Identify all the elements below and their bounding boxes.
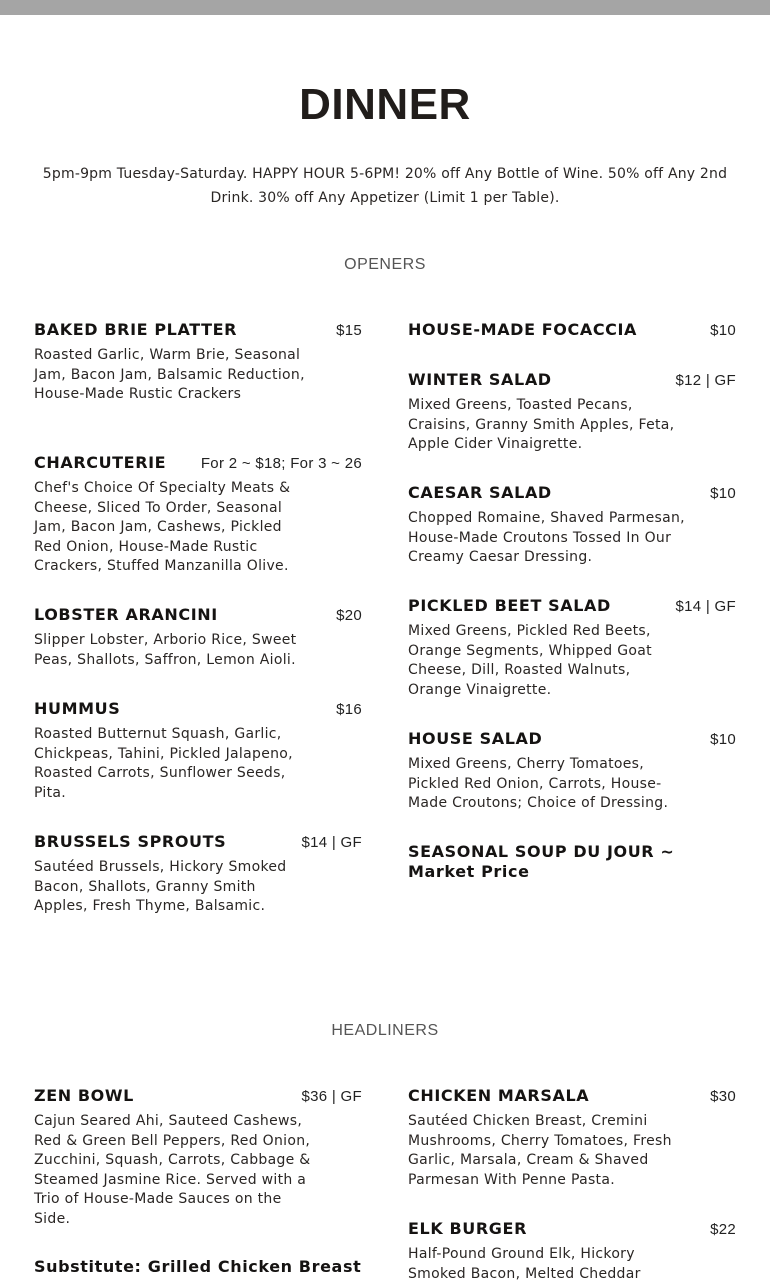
menu-item [408, 483, 736, 568]
item-description: Slipper Lobster, Arborio Rice, Sweet Peas, Shallots, Saffron, Lemon Aioli. [34, 632, 297, 668]
item-name: CAESAR SALAD [408, 483, 552, 502]
item-description: Roasted Butternut Squash, Garlic, Chickpeas, Tahini, Pickled Jalapeno, Roasted Carrots, Sunflower Seeds, Pita. [34, 726, 293, 801]
item-description: Sautéed Brussels, Hickory Smoked Bacon, Shallots, Granny Smith Apples, Fresh Thyme, Balsamic. [34, 859, 287, 914]
item-price: $10 [710, 731, 736, 748]
menu-item [408, 1219, 736, 1284]
page-title: DINNER [299, 80, 471, 129]
menu-item [408, 320, 736, 340]
item-description: Mixed Greens, Cherry Tomatoes, Pickled Red Onion, Carrots, House-Made Croutons; Choice of Dressing. [408, 756, 669, 811]
item-name: SEASONAL SOUP DU JOUR ~ Market Price [408, 842, 675, 881]
item-price: $16 [336, 701, 362, 718]
menu-item [34, 1086, 362, 1229]
menu-item [34, 605, 362, 670]
menu-item [34, 320, 362, 405]
menu-item [408, 596, 736, 700]
item-price: $12 | GF [675, 372, 736, 389]
item-name: CHARCUTERIE [34, 453, 167, 472]
item-description: Half-Pound Ground Elk, Hickory Smoked Bacon, Melted Cheddar [408, 1246, 641, 1282]
item-price: $30 [710, 1088, 736, 1105]
item-description: Mixed Greens, Pickled Red Beets, Orange Segments, Whipped Goat Cheese, Dill, Roasted Walnuts, Orange Vinaigrette. [408, 623, 652, 698]
menu-item [34, 453, 362, 577]
item-name: WINTER SALAD [408, 370, 552, 389]
item-description: Mixed Greens, Toasted Pecans, Craisins, Granny Smith Apples, Feta, Apple Cider Vinaigrette. [408, 397, 675, 452]
item-price: $10 [710, 485, 736, 502]
item-price: $22 [710, 1221, 736, 1238]
menu-item [408, 1086, 736, 1190]
item-price: For 2 ~ $18; For 3 ~ 26 [200, 455, 362, 472]
item-name: HOUSE-MADE FOCACCIA [408, 320, 638, 339]
item-price: $14 | GF [301, 834, 362, 851]
item-price: $36 | GF [301, 1088, 362, 1105]
top-bar [0, 0, 770, 15]
item-name: HOUSE SALAD [408, 729, 543, 748]
menu-item [408, 729, 736, 814]
menu-item [34, 1257, 362, 1277]
menu-item [34, 699, 362, 803]
item-name: Substitute: Grilled Chicken Breast [34, 1257, 362, 1276]
item-description: Sautéed Chicken Breast, Cremini Mushrooms, Cherry Tomatoes, Fresh Garlic, Marsala, Cream & Shaved Parmesan With Penne Pasta. [408, 1113, 672, 1188]
menu-item [408, 842, 736, 882]
item-name: LOBSTER ARANCINI [34, 605, 218, 624]
item-name: BRUSSELS SPROUTS [34, 832, 227, 851]
item-name: PICKLED BEET SALAD [408, 596, 611, 615]
item-name: BAKED BRIE PLATTER [34, 320, 238, 339]
hours-subtitle: 5pm-9pm Tuesday-Saturday. HAPPY HOUR 5-6PM! 20% off Any Bottle of Wine. 50% off Any 2nd Drink. 30% off Any Appetizer (Limit 1 per Table). [42, 166, 728, 206]
item-price: $15 [336, 322, 362, 339]
section-title-openers: OPENERS [344, 256, 426, 273]
item-description: Chopped Romaine, Shaved Parmesan, House-Made Croutons Tossed In Our Creamy Caesar Dressing. [408, 510, 685, 565]
menu-item [34, 832, 362, 917]
item-price: $20 [336, 607, 362, 624]
item-description: Chef's Choice Of Specialty Meats & Cheese, Sliced To Order, Seasonal Jam, Bacon Jam, Cashews, Pickled Red Onion, House-Made Rustic Crackers, Stuffed Manzanilla Olive. [34, 480, 291, 574]
item-name: ELK BURGER [408, 1219, 527, 1238]
item-name: ZEN BOWL [34, 1086, 134, 1105]
item-name: HUMMUS [34, 699, 121, 718]
menu-item [408, 370, 736, 455]
item-description: Roasted Garlic, Warm Brie, Seasonal Jam, Bacon Jam, Balsamic Reduction, House-Made Rustic Crackers [34, 347, 305, 402]
section-title-headliners: HEADLINERS [331, 1022, 439, 1039]
item-name: CHICKEN MARSALA [408, 1086, 590, 1105]
item-description: Cajun Seared Ahi, Sauteed Cashews, Red & Green Bell Peppers, Red Onion, Zucchini, Squash, Carrots, Cabbage & Steamed Jasmine Rice. Served with a Trio of House-Made Sauces on the Side. [34, 1113, 311, 1227]
item-price: $14 | GF [675, 598, 736, 615]
item-price: $10 [710, 322, 736, 339]
